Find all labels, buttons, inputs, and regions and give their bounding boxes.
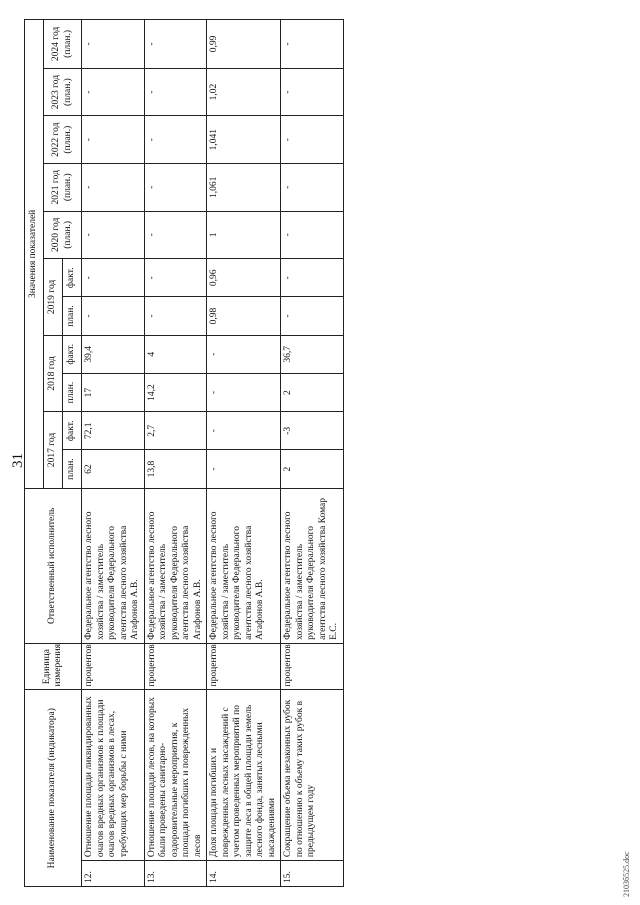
value-cell: 1,041	[207, 116, 281, 164]
value-cell: 72,1	[82, 412, 145, 450]
value-cell: -	[82, 259, 145, 297]
header-plan-2017: план.	[63, 450, 82, 488]
value-cell: -	[144, 297, 207, 335]
unit-cell: процентов	[82, 643, 145, 690]
file-note: 2103б525.doc	[622, 851, 631, 897]
header-2022: 2022 год (план.)	[44, 116, 82, 164]
table-row	[207, 20, 281, 887]
table-row	[82, 20, 145, 887]
value-cell: -	[144, 211, 207, 259]
responsible-cell: Федеральное агентство лесного хозяйства / заместитель руководителя Федерального агентства лесного хозяйства Агафонов А.В.	[144, 488, 207, 643]
header-plan-2018: план.	[63, 373, 82, 411]
value-cell: -	[82, 20, 145, 69]
indicator-name: Сокращение объема незаконных рубок по отношению к объему таких рубок в предыдущем году	[281, 690, 344, 861]
value-cell: 4	[144, 335, 207, 373]
value-cell: -	[207, 335, 281, 373]
responsible-cell: Федеральное агентство лесного хозяйства / заместитель руководителя Федерального агентства лесного хозяйства Комар Е.С.	[281, 488, 344, 643]
value-cell: 36,7	[281, 335, 344, 373]
page-number: 31	[10, 453, 26, 468]
value-cell: 0,99	[207, 20, 281, 69]
value-cell: -	[281, 211, 344, 259]
header-2018: 2018 год	[44, 335, 63, 412]
row-number: 12.	[82, 861, 145, 887]
value-cell: -3	[281, 412, 344, 450]
header-responsible: Ответственный исполнитель	[25, 488, 82, 643]
indicator-name: Отношение площади ликвидированных очагов вредных организмов к площади очагов вредных организмов в лесах, требующих мер борьбы с ними	[82, 690, 145, 861]
indicators-table	[24, 19, 344, 887]
value-cell: -	[281, 297, 344, 335]
table-row	[281, 20, 344, 887]
header-2019: 2019 год	[44, 259, 63, 336]
row-number: 13.	[144, 861, 207, 887]
row-number: 15.	[281, 861, 344, 887]
table-row	[144, 20, 207, 887]
value-cell: -	[82, 163, 145, 211]
value-cell: -	[144, 163, 207, 211]
unit-cell: процентов	[281, 643, 344, 690]
value-cell: -	[82, 116, 145, 164]
value-cell: -	[144, 259, 207, 297]
value-cell: -	[144, 20, 207, 69]
header-2021: 2021 год (план.)	[44, 163, 82, 211]
value-cell: -	[207, 373, 281, 411]
value-cell: 1	[207, 211, 281, 259]
value-cell: 13,8	[144, 450, 207, 488]
value-cell: -	[281, 20, 344, 69]
value-cell: -	[281, 163, 344, 211]
value-cell: -	[82, 68, 145, 116]
unit-cell: процентов	[207, 643, 281, 690]
header-plan-2019: план.	[63, 297, 82, 335]
responsible-cell: Федеральное агентство лесного хозяйства / заместитель руководителя Федерального агентства лесного хозяйства Агафонов А.В.	[207, 488, 281, 643]
indicator-name: Доля площади погибших и поврежденных лесных насаждений с учетом проведенных мероприятий по защите леса в общей площади земель лесного фонда, занятых лесными насаждениями	[207, 690, 281, 861]
value-cell: 0,96	[207, 259, 281, 297]
value-cell: -	[144, 116, 207, 164]
header-fact-2019: факт.	[63, 259, 82, 297]
indicator-name: Отношение площади лесов, на которых были проведены санитарно-оздоровительные мероприятия, к площади погибших и поврежденных лесов	[144, 690, 207, 861]
responsible-cell: Федеральное агентство лесного хозяйства / заместитель руководителя Федерального агентства лесного хозяйства Агафонов А.В.	[82, 488, 145, 643]
header-2020: 2020 год (план.)	[44, 211, 82, 259]
row-number: 14.	[207, 861, 281, 887]
value-cell: 39,4	[82, 335, 145, 373]
value-cell: -	[281, 68, 344, 116]
header-unit: Единица измерения	[25, 643, 82, 690]
value-cell: 1,02	[207, 68, 281, 116]
value-cell: -	[281, 116, 344, 164]
header-2017: 2017 год	[44, 412, 63, 489]
value-cell: -	[281, 259, 344, 297]
value-cell: 1,061	[207, 163, 281, 211]
unit-cell: процентов	[144, 643, 207, 690]
value-cell: 62	[82, 450, 145, 488]
value-cell: -	[207, 450, 281, 488]
value-cell: 2	[281, 373, 344, 411]
value-cell: -	[144, 68, 207, 116]
header-2024: 2024 год (план.)	[44, 20, 82, 69]
value-cell: 0,98	[207, 297, 281, 335]
value-cell: 14,2	[144, 373, 207, 411]
value-cell: -	[82, 297, 145, 335]
value-cell: -	[82, 211, 145, 259]
value-cell: 2,7	[144, 412, 207, 450]
value-cell: -	[207, 412, 281, 450]
value-cell: 17	[82, 373, 145, 411]
header-values: Значения показателей	[25, 20, 44, 489]
header-2023: 2023 год (план.)	[44, 68, 82, 116]
value-cell: 2	[281, 450, 344, 488]
header-fact-2018: факт.	[63, 335, 82, 373]
header-name: Наименование показателя (индикатора)	[25, 690, 82, 887]
header-fact-2017: факт.	[63, 412, 82, 450]
